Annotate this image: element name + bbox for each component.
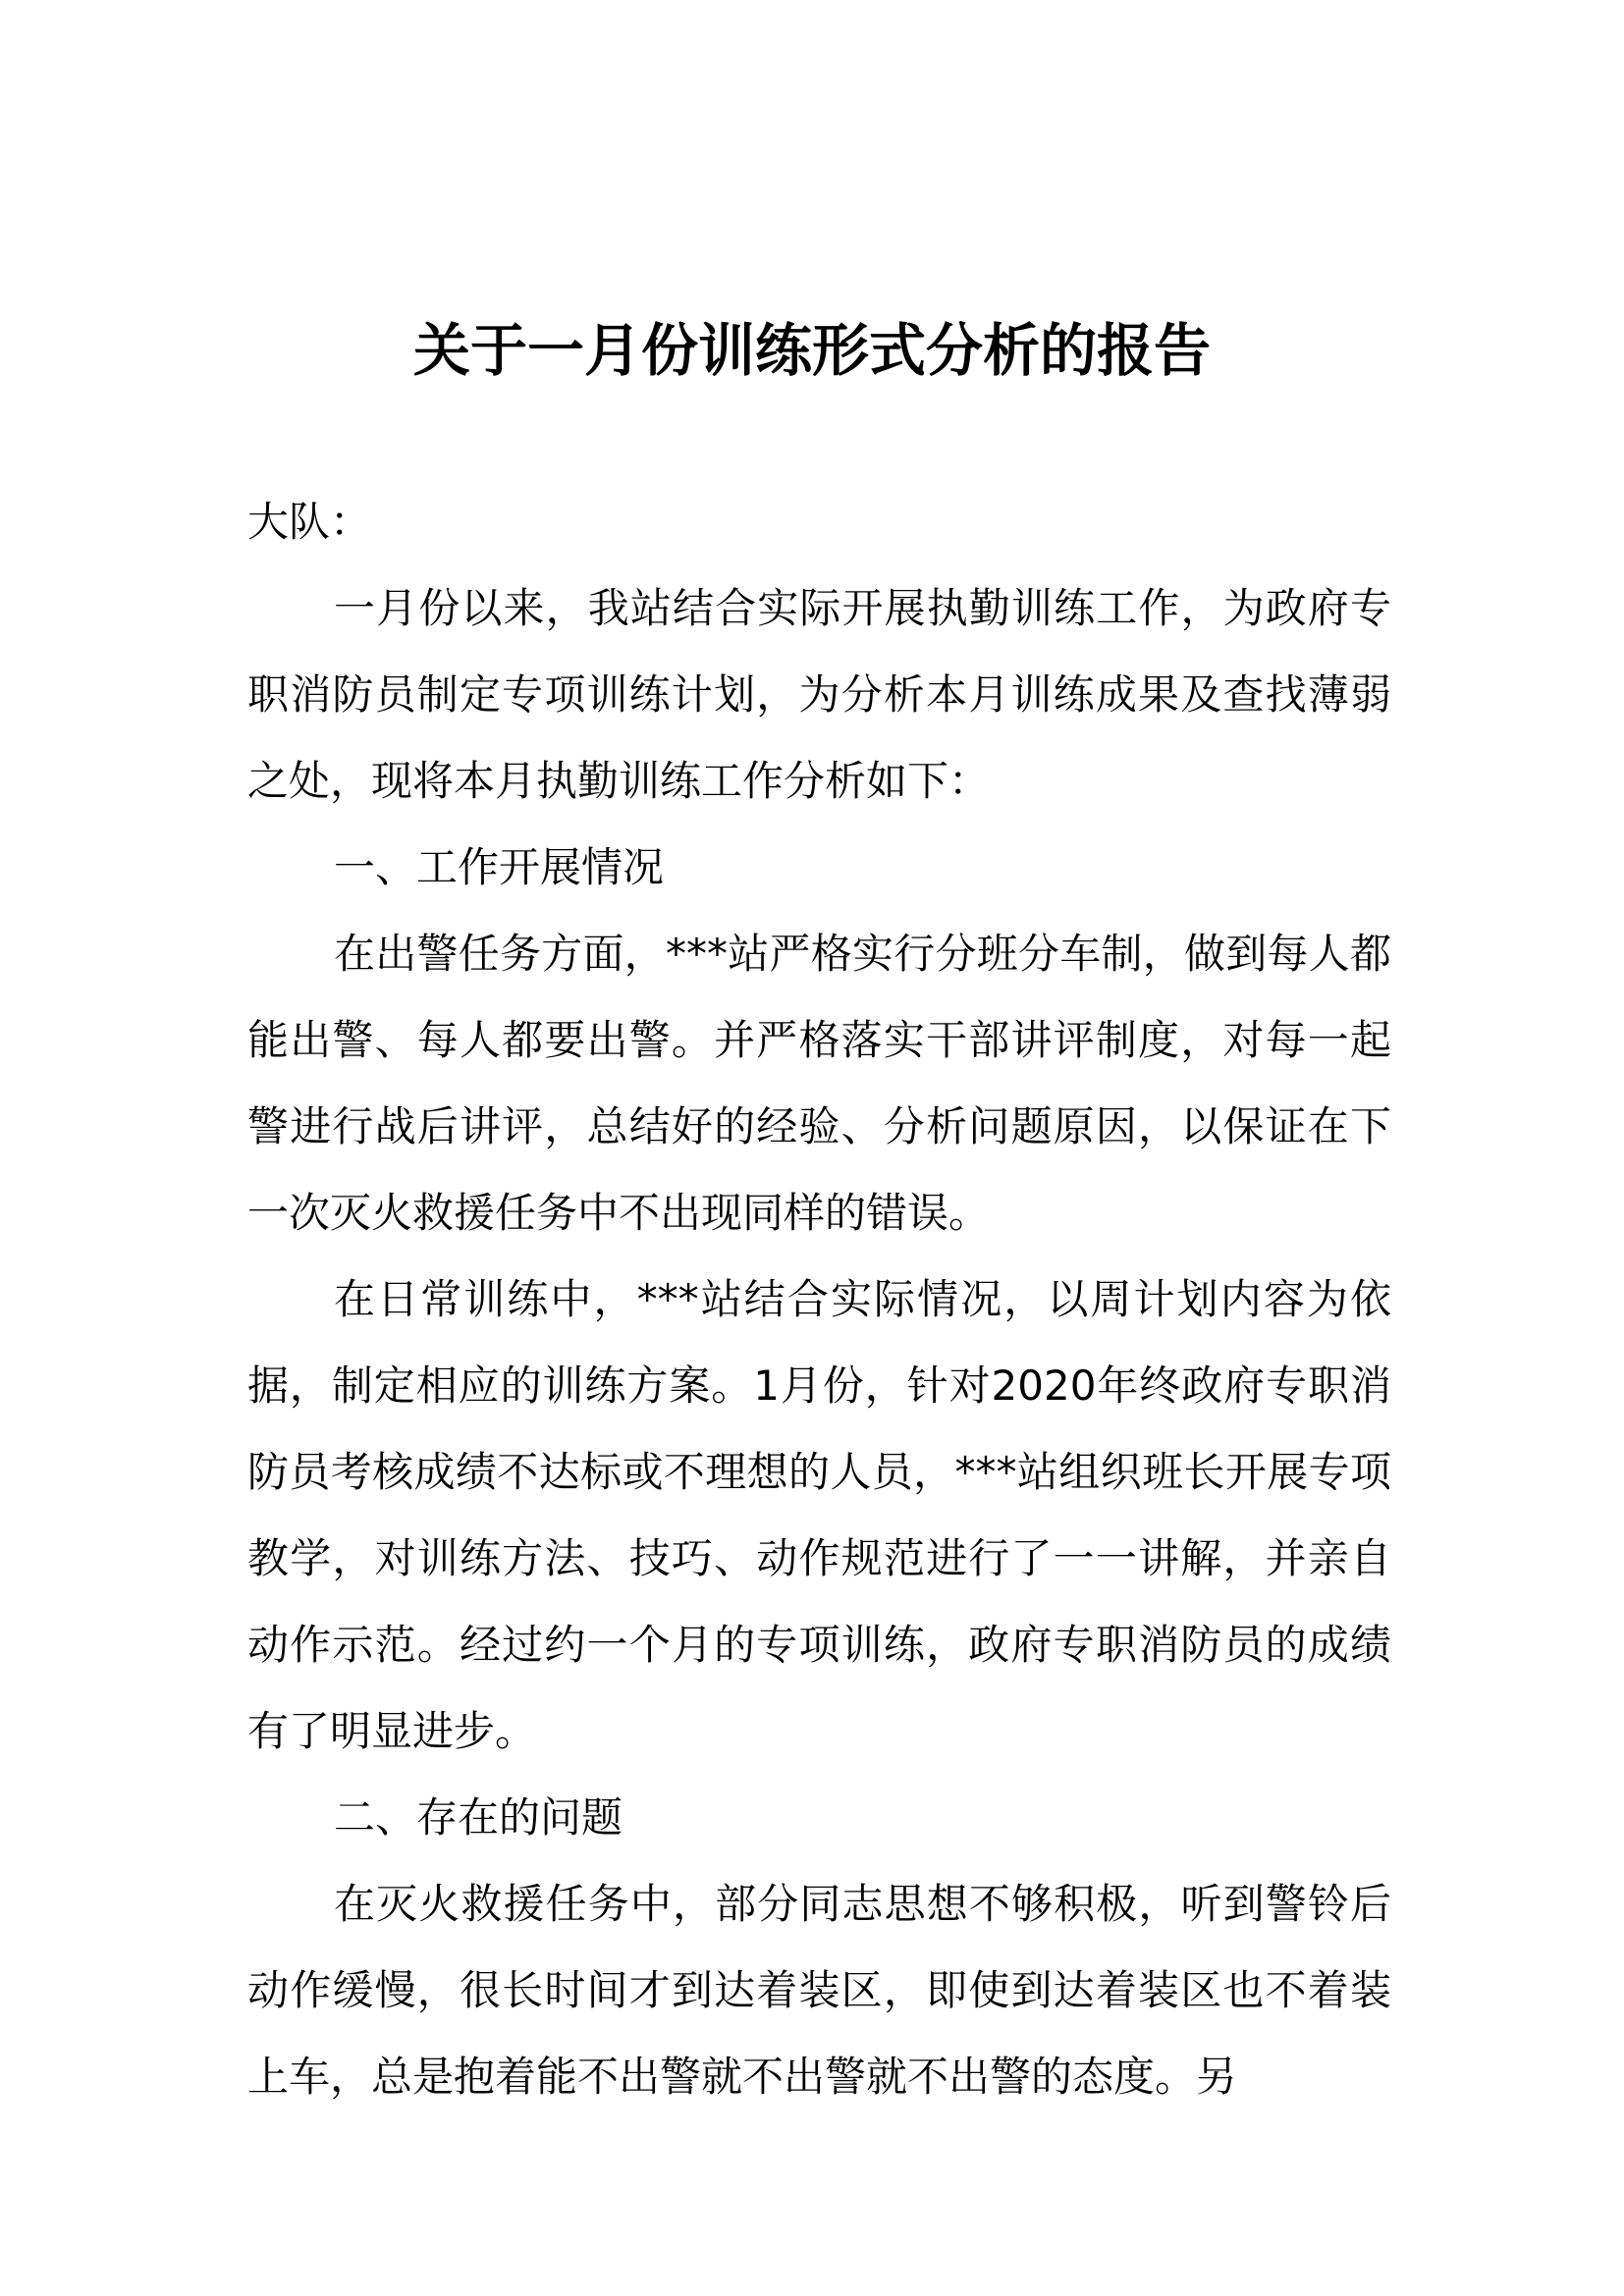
paragraph-dispatch-tasks: 在出警任务方面，***站严格实行分班分车制，做到每人都能出警、每人都要出警。并严格落实干部讲评制度，对每一起警进行战后讲评，总结好的经验、分析问题原因，以保证在下一次灭火救援任务中不出现同样的错误。 — [247, 930, 1391, 1237]
salutation: 大队： — [247, 498, 372, 546]
paragraph-daily-training: 在日常训练中，***站结合实际情况，以周计划内容为依据，制定相应的训练方案。1月份，针对2020年终政府专职消防员考核成绩不达标或不理想的人员，***站组织班长开展专项教学，对训练方法、技巧、动作规范进行了一一讲解，并亲自动作示范。经过约一个月的专项训练，政府专职消防员的成绩有了明显进步。 — [247, 1275, 1391, 1755]
document-body — [247, 479, 1391, 2120]
section-heading-problems: 二、存在的问题 — [334, 1793, 623, 1842]
intro-paragraph: 一月份以来，我站结合实际开展执勤训练工作，为政府专职消防员制定专项训练计划，为分析本月训练成果及查找薄弱之处，现将本月执勤训练工作分析如下： — [247, 584, 1391, 805]
section-heading-work-status: 一、工作开展情况 — [334, 843, 665, 891]
document-title: 关于一月份训练形式分析的报告 — [412, 317, 1211, 384]
paragraph-problems: 在灭火救援任务中，部分同志思想不够积极，听到警铃后动作缓慢，很长时间才到达着装区，即使到达着装区也不着装上车，总是抱着能不出警就不出警就不出警的态度。另 — [247, 1880, 1391, 2101]
